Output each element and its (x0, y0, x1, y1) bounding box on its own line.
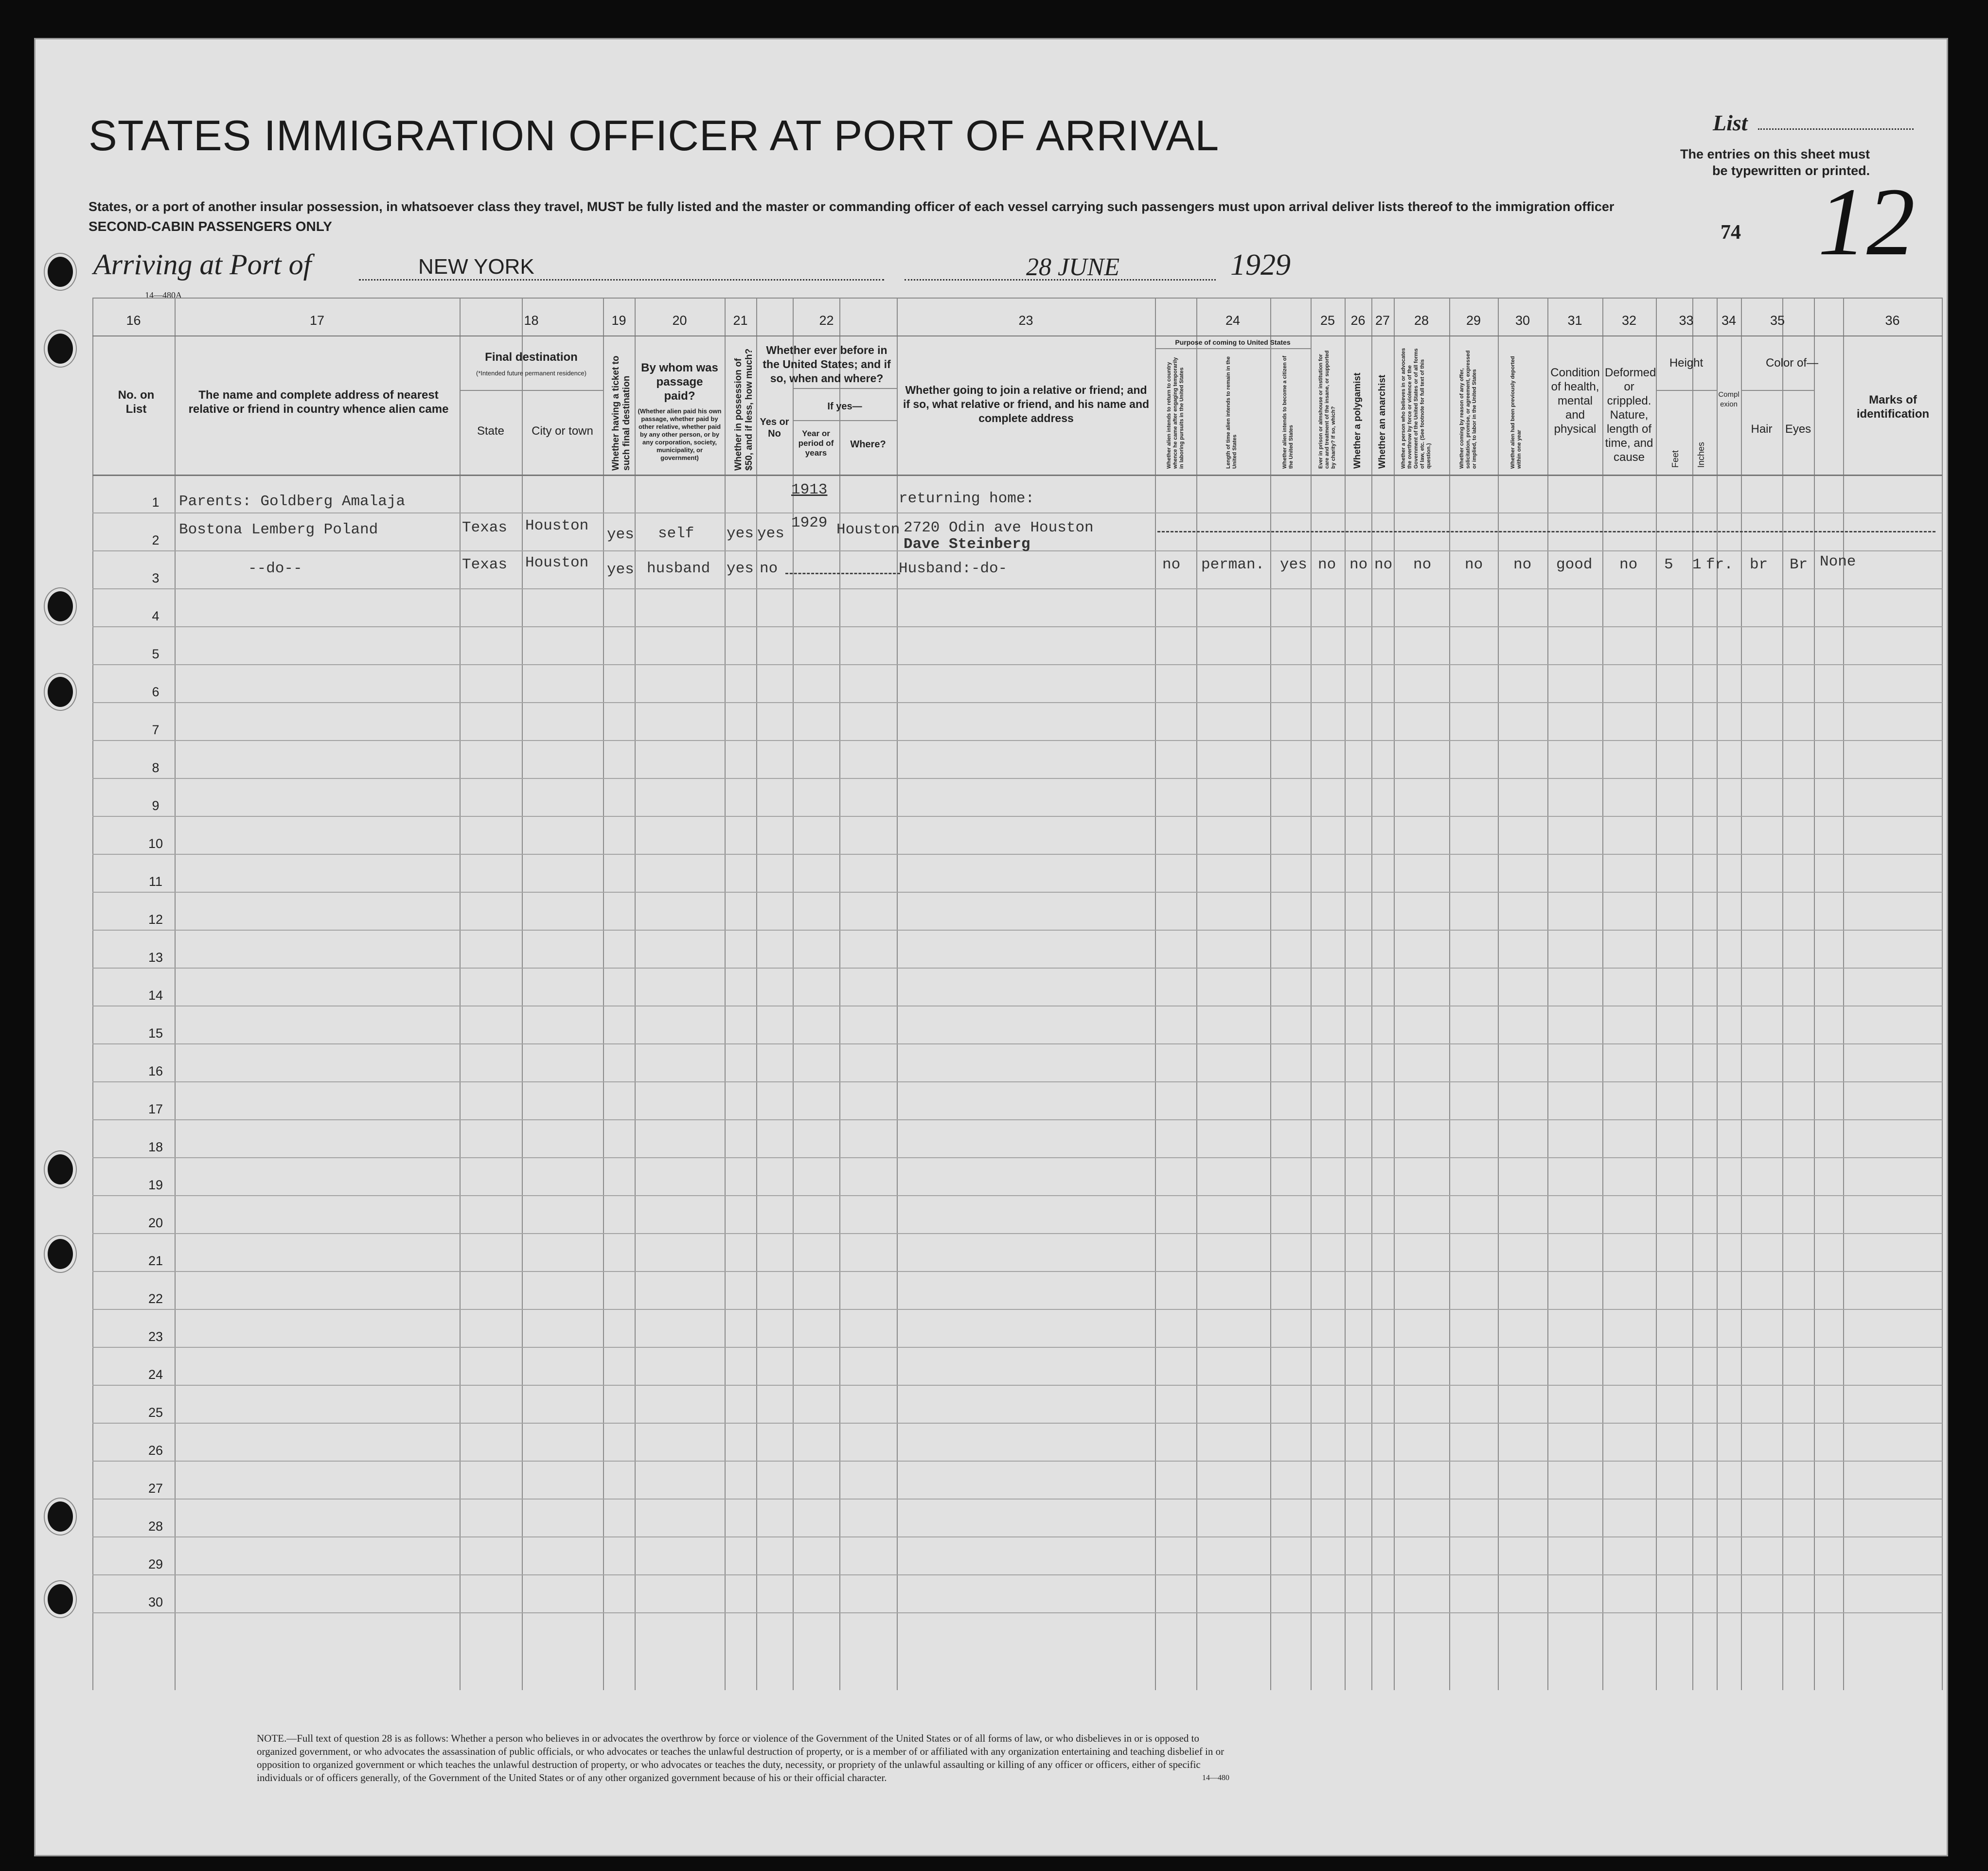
r2-q30: no (1513, 556, 1532, 573)
row-number: 28 (148, 1519, 163, 1534)
col-line (1311, 298, 1312, 1690)
header-purpose: Purpose of coming to United States (1175, 338, 1291, 346)
subheader-line (1155, 348, 1311, 349)
row-number: 30 (148, 1595, 163, 1609)
col-line (1717, 298, 1718, 1690)
col-line (725, 298, 726, 1690)
col-line (1371, 298, 1372, 1690)
row-number: 27 (148, 1481, 163, 1496)
r1-city: Houston (525, 517, 589, 534)
header-final-destination-note: (*Intended future permanent residence) (476, 370, 586, 377)
row-number: 17 (148, 1102, 163, 1116)
header-if-yes: If yes— (827, 401, 862, 412)
header-bottom-line (92, 475, 1942, 476)
header-passage-paid-note: (Whether alien paid his own passage, whether paid by other relative, whether paid by any other person, or by any corporation, society, municipality, or government) (638, 407, 722, 461)
colnum-20: 20 (672, 313, 687, 328)
colnum-27: 27 (1375, 313, 1390, 328)
colnum-28: 28 (1414, 313, 1429, 328)
row-line (92, 1233, 1942, 1234)
colnum-17: 17 (309, 313, 325, 328)
row-line (92, 892, 1942, 893)
col-line (1602, 298, 1603, 1690)
header-eyes: Eyes (1785, 423, 1811, 436)
binder-hole (45, 1236, 76, 1272)
row-number: 3 (152, 571, 160, 585)
r2-join: Husband:-do- (899, 560, 1008, 577)
col-line (1270, 298, 1271, 1690)
row-line (92, 1043, 1942, 1044)
header-year: Year or period of years (798, 429, 834, 458)
r2-marks: None (1820, 553, 1856, 570)
row-line (92, 1119, 1942, 1120)
r2-hair: br (1750, 556, 1768, 573)
arrival-date: 28 JUNE (1026, 253, 1120, 281)
col-line (1155, 298, 1156, 1690)
row-number: 18 (148, 1140, 163, 1154)
col-line (793, 298, 794, 1690)
subheader-line (793, 388, 897, 389)
r1-join-line1: returning home: (899, 490, 1035, 507)
col-line (603, 298, 604, 1690)
binder-hole (45, 1499, 76, 1535)
header-question-29: Whether coming by reason of any offer, solicitation, promise, or agreement, expressed or implied, to labor in the United States (1459, 350, 1477, 469)
col-line (1741, 298, 1742, 1690)
header-final-destination: Final destination (485, 351, 578, 364)
row-line (92, 930, 1942, 931)
row-number: 20 (148, 1216, 163, 1230)
binder-hole (45, 1151, 76, 1187)
colnum-29: 29 (1466, 313, 1481, 328)
row-number: 29 (148, 1557, 163, 1571)
list-label: List (1713, 110, 1748, 135)
row-number: 13 (148, 950, 163, 965)
arriving-label: Arriving at Port of (93, 248, 312, 281)
r2-ticket: yes (607, 561, 634, 578)
col-line (756, 298, 757, 1690)
row-line (92, 702, 1942, 703)
colnum-23: 23 (1018, 313, 1033, 328)
row-line (92, 1081, 1942, 1082)
header-hair: Hair (1751, 423, 1773, 436)
r2-feet: 5 (1664, 556, 1673, 573)
row-line (92, 588, 1942, 589)
row-number: 12 (148, 912, 163, 927)
col-line (1814, 298, 1815, 1690)
header-question-28: Whether a person who believes in or advocates the overthrow by force or violence of the Government of the United States or of all forms of law, etc. (See footnote for full text of this question.) (1401, 348, 1432, 469)
col-line (1498, 298, 1499, 1690)
row-line (92, 1271, 1942, 1272)
col-line (897, 298, 898, 1690)
r2-citizen: yes (1280, 556, 1307, 573)
col-line (839, 298, 840, 1690)
r1-relative-line2: Bostona Lemberg Poland (179, 521, 378, 538)
r1-join-line2: 2720 Odin ave Houston (904, 519, 1094, 536)
header-length-of-stay: Length of time alien intends to remain in the United States (1225, 356, 1238, 469)
header-become-citizen: Whether alien intends to become a citizen of the United States (1282, 355, 1294, 469)
header-top-line (92, 298, 1942, 299)
row-line (92, 968, 1942, 969)
colnum-31: 31 (1567, 313, 1582, 328)
colnum-25: 25 (1320, 313, 1335, 328)
header-color-of: Color of— (1765, 356, 1819, 370)
row-line (92, 1195, 1942, 1196)
row-line (92, 1574, 1942, 1575)
colnum-35: 35 (1770, 313, 1785, 328)
manifest-table (92, 298, 1942, 1690)
row-number: 15 (148, 1026, 163, 1041)
row-number: 19 (148, 1178, 163, 1192)
col-line (92, 298, 93, 1690)
arrival-year: 1929 (1230, 248, 1291, 282)
r2-money: yes (727, 560, 754, 577)
r1-paid-by: self (658, 525, 694, 542)
row-number: 6 (152, 685, 160, 699)
subheader-line (1656, 390, 1717, 391)
header-feet: Feet (1670, 450, 1680, 468)
header-city: City or town (532, 424, 593, 438)
row-line (92, 1309, 1942, 1310)
col-line (1547, 298, 1548, 1690)
colnum-18: 18 (524, 313, 539, 328)
row-line (92, 1536, 1942, 1537)
header-health: Condition of health, mental and physical (1550, 366, 1600, 436)
subheader-line (1741, 390, 1814, 391)
row-line (92, 1347, 1942, 1348)
r1-money: yes (727, 525, 754, 542)
footnote-form-number: 14—480 (1202, 1774, 1229, 1782)
colnum-36: 36 (1885, 313, 1900, 328)
row-number: 7 (152, 723, 160, 737)
row-line (92, 1612, 1942, 1613)
r1-state: Texas (462, 519, 508, 536)
header-polygamist: Whether a polygamist (1352, 372, 1363, 469)
r1-relative-line1: Parents: Goldberg Amalaja (179, 493, 406, 510)
row-line (92, 778, 1942, 779)
colnum-19: 19 (611, 313, 626, 328)
header-passage-paid: By whom was passage paid? (641, 361, 718, 403)
form-number: 14—480A (145, 290, 182, 300)
r1-dashed-continuation (1157, 531, 1935, 532)
r2-q29: no (1465, 556, 1483, 573)
r2-before-yes: no (760, 560, 778, 577)
row-number: 26 (148, 1443, 163, 1458)
row-line (92, 1157, 1942, 1158)
colnum-21: 21 (733, 313, 748, 328)
col-line (1394, 298, 1395, 1690)
col-line (1449, 298, 1450, 1690)
row-line (92, 1461, 1942, 1462)
header-money: Whether in possession of $50, and if less, how much? (733, 348, 754, 471)
r2-inches: 1 (1692, 556, 1702, 573)
header-deformed: Deformed or crippled. Nature, length of time, and cause (1605, 366, 1656, 464)
subheader-line (793, 420, 897, 421)
r1-join-line3: Dave Steinberg (904, 536, 1030, 553)
r2-length: perman. (1201, 556, 1265, 573)
col-line (460, 298, 461, 1690)
r2-anarchist: no (1374, 556, 1393, 573)
header-marks: Marks of identification (1856, 393, 1930, 421)
header-state: State (477, 424, 505, 438)
colnum-16: 16 (126, 313, 141, 328)
row-number: 8 (152, 760, 160, 775)
col-line (1692, 298, 1693, 1690)
r2-state: Texas (462, 556, 508, 573)
header-nearest-relative: The name and complete address of nearest relative or friend in country whence alien came (188, 388, 449, 416)
colnum-32: 32 (1621, 313, 1637, 328)
colnum-24: 24 (1225, 313, 1241, 328)
footnote: NOTE.—Full text of question 28 is as follows: Whether a person who believes in or advocates the overthrow by force or violence of the Government of the United States or of all forms of law, or who disbelieves in or is opposed to organized government, or who advocates the assassination of public officials, or who advocates or teaches the unlawful destruction of property, or is a member of or affiliated with any organization entertaining and teaching disbelief in or opposition to organized government or which teaches the unlawful destruction of property, or who advocates or teaches the duty, necessity, or propriety of the unlawful assaulting or killing of any officer or officers, either of specific individuals or of officers generally, of the Government of the United States or of any other organized government because of his or their official character. 14—480 (257, 1732, 1229, 1783)
colnum-22: 22 (819, 313, 834, 328)
r1-before-yes: yes (757, 525, 784, 542)
colnum-33: 33 (1679, 313, 1694, 328)
row-number: 24 (148, 1367, 163, 1382)
colnum-30: 30 (1515, 313, 1530, 328)
row-number: 25 (148, 1405, 163, 1420)
r2-deformed: no (1619, 556, 1638, 573)
manifest-sheet (34, 38, 1948, 1856)
column-number-line (92, 335, 1942, 336)
col-line (522, 298, 523, 1690)
page-title: STATES IMMIGRATION OFFICER AT PORT OF ARRIVAL (89, 111, 1220, 159)
row-number: 4 (152, 609, 160, 623)
colnum-26: 26 (1350, 313, 1366, 328)
header-inches: Inches (1696, 441, 1706, 468)
r2-relative: --do-- (248, 560, 302, 577)
row-number: 1 (152, 495, 160, 510)
r2-paid-by: husband (647, 560, 710, 577)
row-line (92, 740, 1942, 741)
handwritten-number: 12 (1818, 168, 1915, 276)
row-line (92, 626, 1942, 627)
subheader-line (460, 390, 603, 391)
binder-hole (45, 1581, 76, 1617)
r2-dash (785, 573, 900, 574)
r2-health: good (1556, 556, 1593, 573)
r2-q28: no (1413, 556, 1432, 573)
colnum-34: 34 (1721, 313, 1737, 328)
r2-eyes: Br (1790, 556, 1808, 573)
row-line (92, 1385, 1942, 1386)
header-no-on-list: No. on List (118, 388, 155, 416)
subtitle: States, or a port of another insular possession, in whatsoever class they travel, MUST be fully listed and the master or commanding officer of each vessel carrying such passengers must upon arrival deliver lists thereof to the immigration officer (89, 199, 1615, 214)
row-number: 11 (148, 874, 163, 889)
header-deported: Whether alien had been previously deported within one year (1510, 356, 1522, 469)
r2-city: Houston (525, 554, 589, 571)
row-line (92, 816, 1942, 817)
row-number: 16 (148, 1064, 163, 1078)
port-line (359, 279, 884, 281)
r2-complexion: fr. (1706, 556, 1733, 573)
row-number: 2 (152, 533, 160, 547)
header-before-in-us: Whether ever before in the United States; and if so, when and where? (763, 344, 891, 385)
col-line (1656, 298, 1657, 1690)
header-ticket: Whether having a ticket to such final destination (611, 355, 632, 471)
header-where: Where? (850, 439, 886, 450)
col-line (1782, 298, 1783, 1690)
header-anarchist: Whether an anarchist (1377, 374, 1387, 469)
r1-where: Houston (836, 521, 900, 538)
header-height: Height (1669, 356, 1704, 370)
r1-year-2: 1929 (791, 514, 828, 531)
class-note: SECOND-CABIN PASSENGERS ONLY (89, 219, 332, 234)
r2-return: no (1162, 556, 1181, 573)
row-number: 5 (152, 647, 160, 661)
list-number-line (1758, 128, 1914, 130)
binder-hole (45, 588, 76, 624)
binder-hole (45, 331, 76, 367)
row-line (92, 854, 1942, 855)
row-number: 21 (148, 1253, 163, 1268)
header-complexion: Complexion (1718, 390, 1740, 408)
col-line (1196, 298, 1197, 1690)
binder-hole (45, 674, 76, 710)
col-line (635, 298, 636, 1690)
r1-year-1: 1913 (791, 481, 828, 498)
row-line (92, 664, 1942, 665)
port-value: NEW YORK (418, 255, 534, 279)
row-number: 9 (152, 798, 160, 813)
row-number: 10 (148, 836, 163, 851)
header-return-intent: Whether alien intends to return to country whence he came after engaging temporarily in laboring pursuits in the United States (1166, 357, 1185, 469)
row-line (92, 1423, 1942, 1424)
header-join-relative: Whether going to join a relative or friend; and if so, what relative or friend, and his name and complete address (903, 384, 1150, 424)
sheet-number: 74 (1721, 221, 1741, 244)
header-yes-or-no: Yes or No (760, 417, 789, 439)
entries-note: The entries on this sheet must be typewritten or printed. (1680, 147, 1870, 178)
col-line (175, 298, 176, 1690)
row-number: 23 (148, 1329, 163, 1344)
header-prison: Ever in prison or almshouse or institution for care and treatment of the insane, or supported by charity? If so, which? (1318, 350, 1336, 469)
r2-prison: no (1318, 556, 1336, 573)
row-number: 14 (148, 988, 163, 1003)
r1-ticket: yes (607, 526, 634, 543)
col-line (1345, 298, 1346, 1690)
binder-hole (45, 254, 76, 290)
col-line (1843, 298, 1844, 1690)
row-line (92, 1499, 1942, 1500)
col-line (1942, 298, 1943, 1690)
r2-polygamist: no (1349, 556, 1368, 573)
row-number: 22 (148, 1291, 163, 1306)
row-line (92, 512, 1942, 513)
